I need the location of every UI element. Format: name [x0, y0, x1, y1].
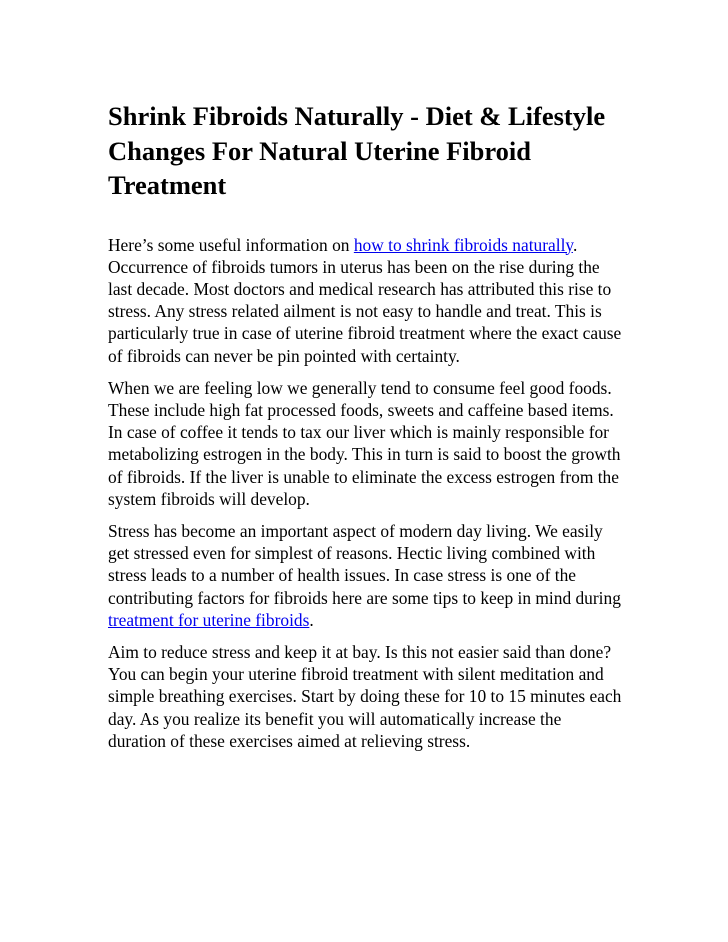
shrink-fibroids-link[interactable]: how to shrink fibroids naturally — [353, 234, 573, 255]
paragraph-stress-end: . — [309, 609, 314, 630]
document-page — [108, 99, 623, 752]
paragraph-stress — [108, 520, 623, 631]
paragraph-meditation: Aim to reduce stress and keep it at bay. Is this not easier said than done? You can begin your uterine fibroid treatment with silent meditation and simple breathing exercises. Start by doing these for 10 to 15 minutes each day. As you realize its benefit you will automatically increase the duration of these exercises aimed at relieving stress. — [108, 641, 622, 751]
paragraph-intro-body: . Occurrence of fibroids tumors in uterus has been on the rise during the last decade. Most doctors and medical research has attributed this rise to stress. Any stress related ailment is not easy to handle and treat. This is particularly true in case of uterine fibroid treatment where the exact cause of fibroids can never be pin pointed with certainty. — [108, 234, 622, 366]
paragraph-intro-lead: Here’s some useful information on — [108, 234, 354, 255]
page-title: Shrink Fibroids Naturally - Diet & Lifestyle Changes For Natural Uterine Fibroid Treatment — [108, 101, 606, 200]
paragraph-stress-body: Stress has become an important aspect of modern day living. We easily get stressed even for simplest of reasons. Hectic living combined with stress leads to a number of health issues. In case stress is one of the contributing factors for fibroids here are some tips to keep in mind during — [108, 520, 621, 608]
uterine-fibroids-treatment-link[interactable]: treatment for uterine fibroids — [108, 609, 310, 630]
paragraph-foods: When we are feeling low we generally tend to consume feel good foods. These include high fat processed foods, sweets and caffeine based items. In case of coffee it tends to tax our liver which is mainly responsible for metabolizing estrogen in the body. This in turn is said to boost the growth of fibroids. If the liver is unable to eliminate the excess estrogen from the system fibroids will develop. — [108, 377, 621, 509]
paragraph-intro — [108, 234, 623, 367]
